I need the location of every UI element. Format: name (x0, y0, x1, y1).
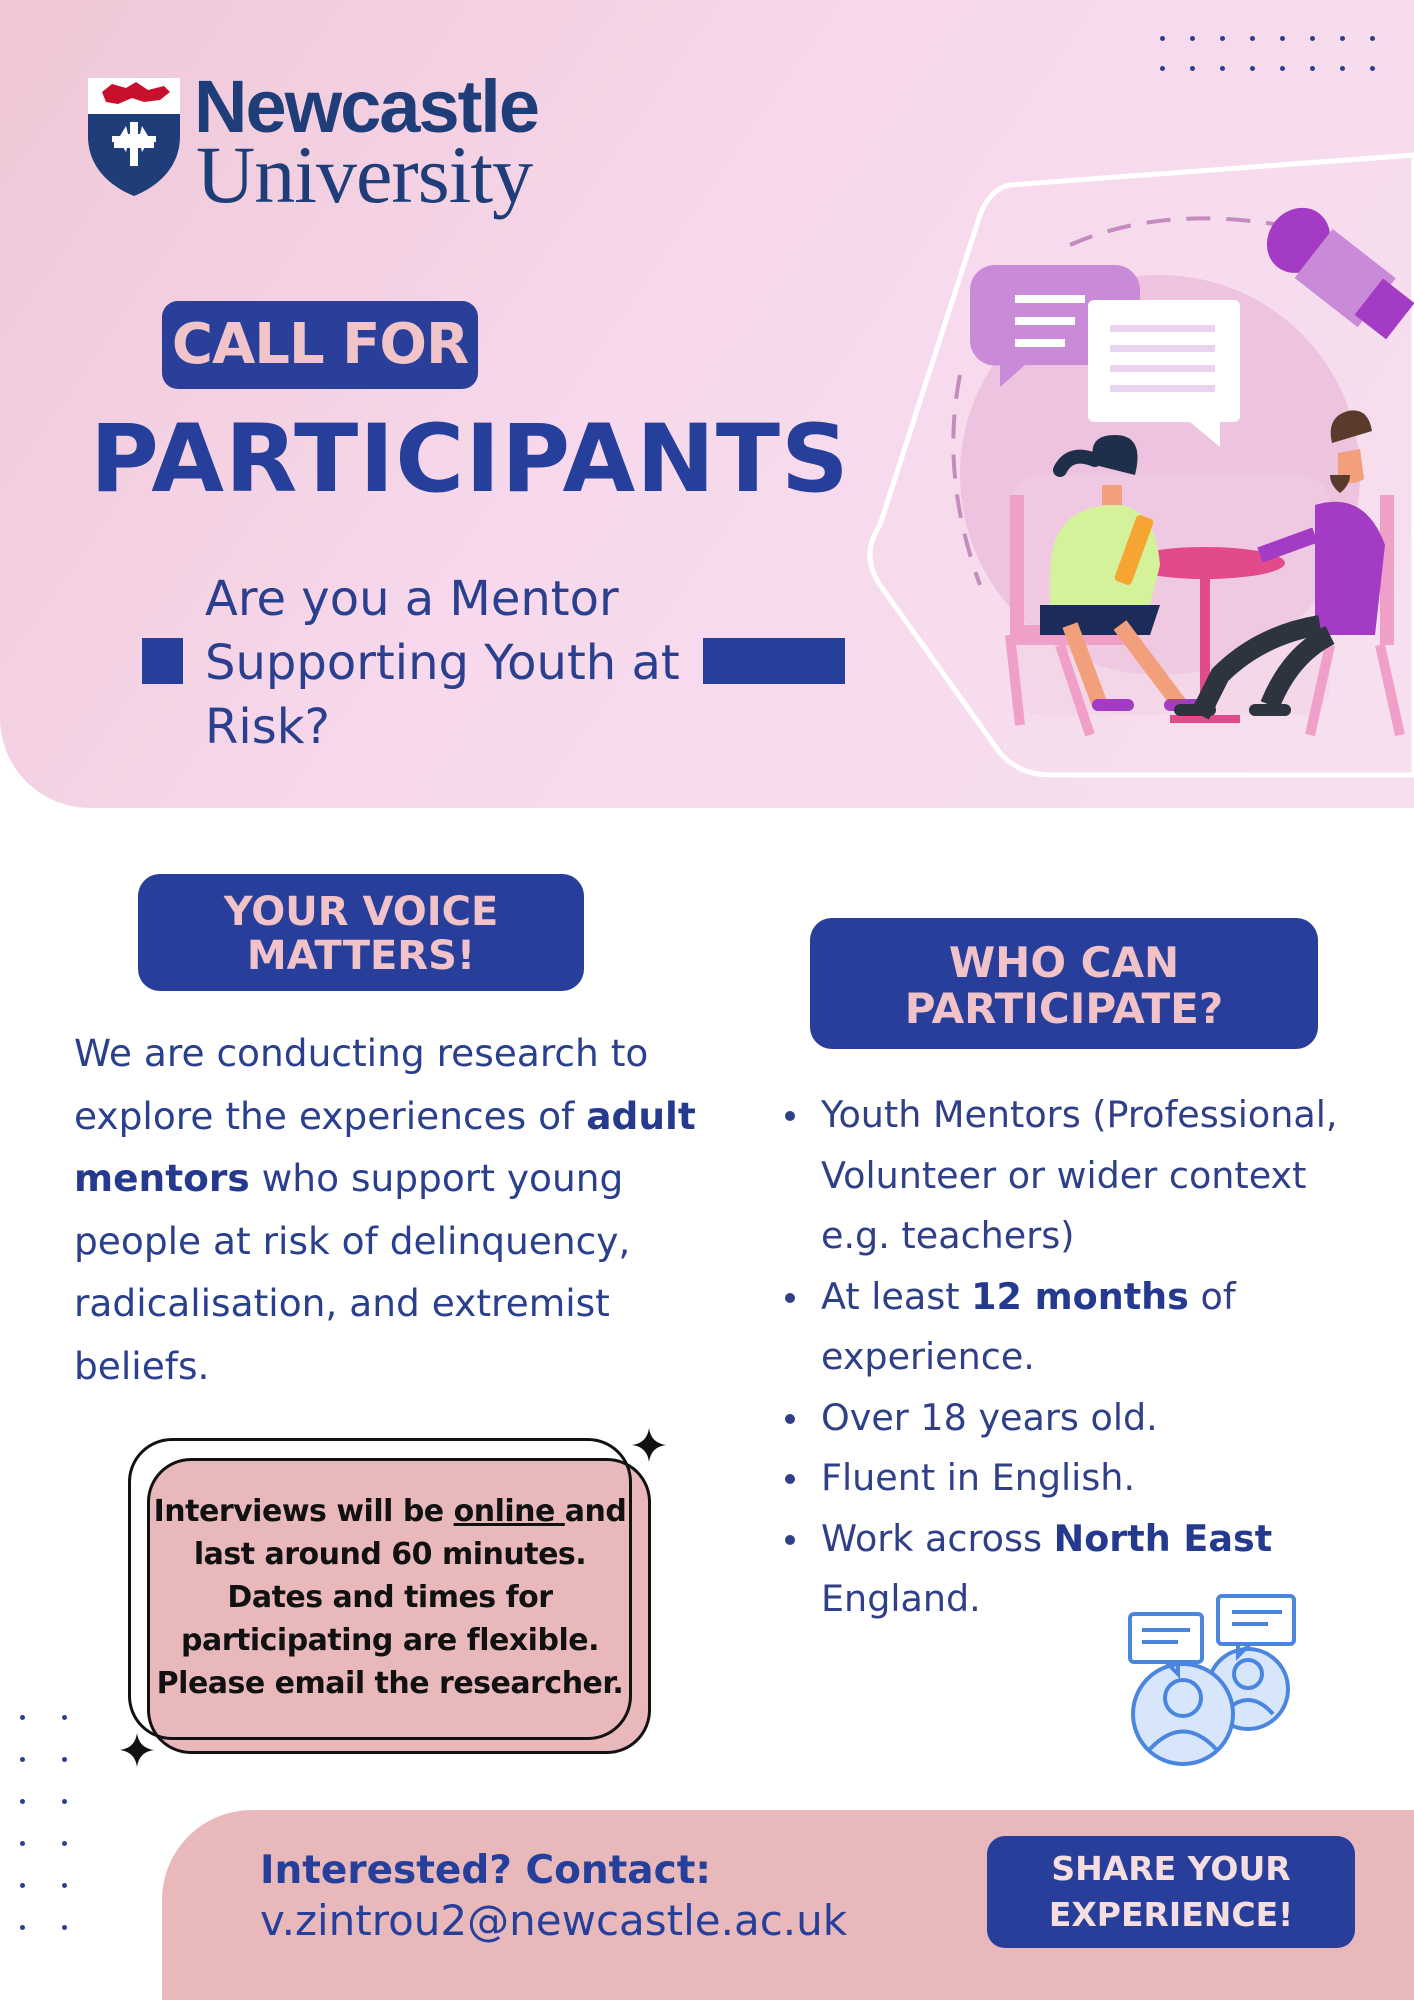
dot (20, 1925, 25, 1930)
interview-note-part-2: and last around 60 minutes. Dates and times for participating are flexible. Please email the researcher. (156, 1494, 627, 1701)
newcastle-university-logo (84, 65, 564, 220)
dot (1160, 36, 1165, 41)
research-text-start: We are conducting research to explore the experiences of (74, 1031, 649, 1138)
logo-line-1: Newcastle (194, 65, 538, 148)
logo-line-2: University (196, 129, 533, 220)
dot (1220, 66, 1225, 71)
eligibility-list (780, 1085, 1380, 1630)
research-text-bold: adult mentors (74, 1093, 696, 1200)
dot (62, 1799, 67, 1804)
dot (1280, 66, 1285, 71)
dot (1250, 66, 1255, 71)
contact-label: Interested? Contact: (260, 1848, 711, 1893)
participants-title: PARTICIPANTS (90, 405, 850, 514)
share-line-2: EXPERIENCE! (1048, 1895, 1294, 1934)
research-text-end: who support young people at risk of delinquency, radicalisation, and extremist beliefs. (74, 1156, 631, 1388)
dot (1160, 66, 1165, 71)
sparkle-icon (120, 1733, 154, 1767)
dot (1190, 36, 1195, 41)
list-item: Fluent in English. (780, 1448, 1380, 1509)
contact-email-link[interactable]: v.zintrou2@newcastle.ac.uk (260, 1896, 848, 1945)
dot (1250, 36, 1255, 41)
dot (1280, 36, 1285, 41)
dot (62, 1715, 67, 1720)
list-item: Youth Mentors (Professional, Volunteer or wider context e.g. teachers) (780, 1085, 1380, 1267)
dot (20, 1757, 25, 1762)
dot (20, 1841, 25, 1846)
dot (1340, 66, 1345, 71)
share-your-experience-badge (987, 1836, 1355, 1948)
dot (1340, 36, 1345, 41)
interview-illustration (860, 145, 1414, 785)
dot-pattern-left (20, 1715, 80, 1945)
research-description (74, 1022, 714, 1397)
dot (1190, 66, 1195, 71)
call-for-badge: CALL FOR (162, 301, 478, 389)
decorative-square (142, 638, 183, 684)
sparkle-icon (632, 1428, 666, 1462)
newcastle-shield-icon (84, 74, 184, 198)
dot (1310, 36, 1315, 41)
dot (20, 1715, 25, 1720)
who-heading-line-2: PARTICIPATE? (904, 984, 1224, 1033)
mentor-question: Are you a Mentor Supporting Youth at Risk? (205, 571, 680, 755)
dot (62, 1925, 67, 1930)
interview-note-online: online (453, 1494, 565, 1529)
dot (1370, 66, 1375, 71)
voice-heading-line-1: YOUR VOICE (223, 889, 499, 935)
people-chat-icon (1128, 1594, 1303, 1769)
dot (1310, 66, 1315, 71)
who-can-participate-heading (810, 918, 1318, 1049)
who-heading-line-1: WHO CAN (948, 938, 1180, 987)
your-voice-matters-heading (138, 874, 584, 991)
list-item: Work across North East England. (780, 1509, 1380, 1630)
dot (1220, 36, 1225, 41)
dot (20, 1883, 25, 1888)
interview-note (150, 1490, 630, 1705)
dot (62, 1841, 67, 1846)
dot-pattern-top (1160, 36, 1380, 76)
list-item: Over 18 years old. (780, 1388, 1380, 1449)
voice-heading-line-2: MATTERS! (246, 933, 476, 979)
interview-note-part-1: Interviews will be (153, 1494, 454, 1529)
dot (20, 1799, 25, 1804)
dot (62, 1883, 67, 1888)
decorative-bar (703, 638, 845, 684)
share-line-1: SHARE YOUR (1051, 1849, 1291, 1888)
dot (1370, 36, 1375, 41)
dot (62, 1757, 67, 1762)
list-item: At least 12 months of experience. (780, 1267, 1380, 1388)
